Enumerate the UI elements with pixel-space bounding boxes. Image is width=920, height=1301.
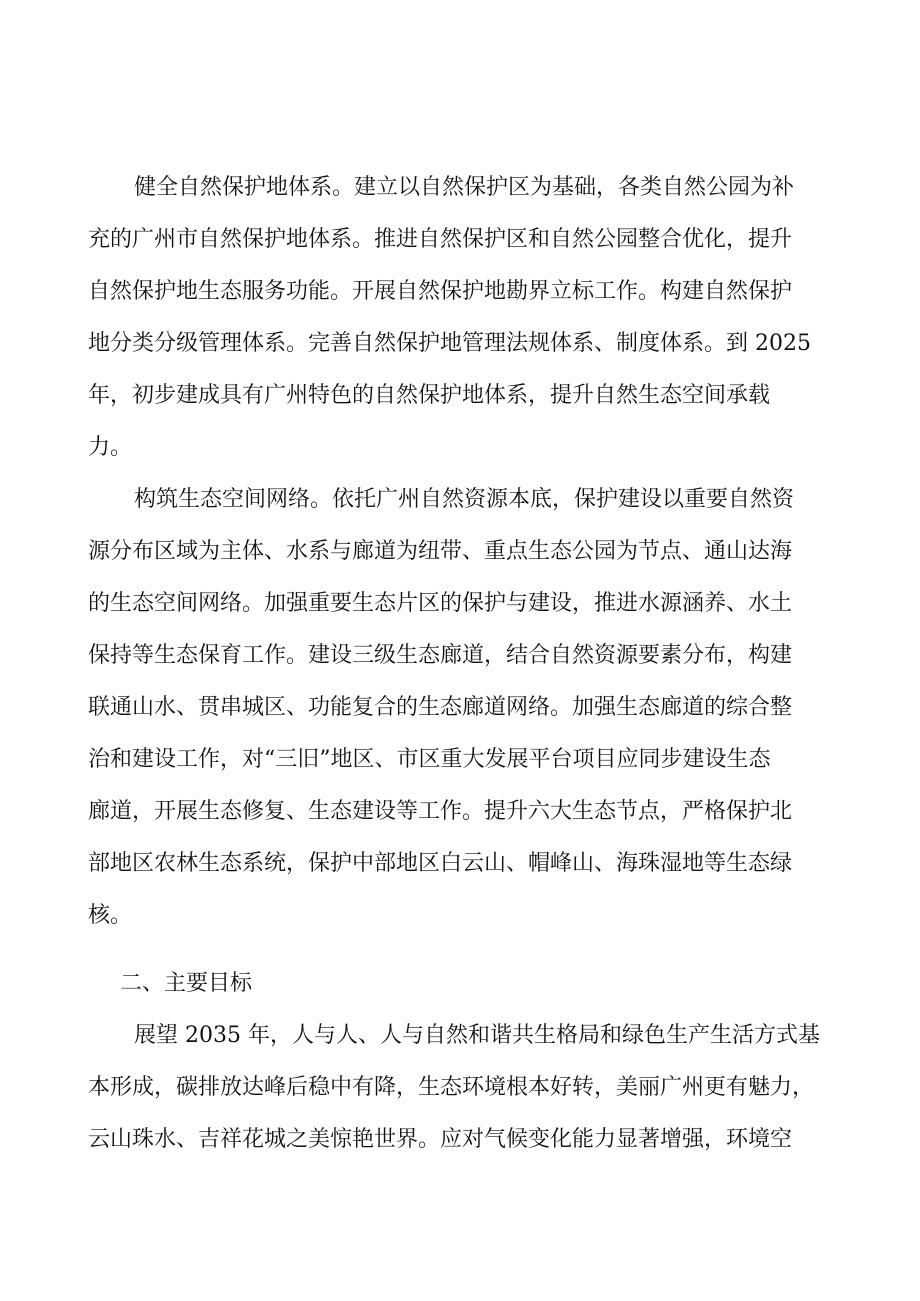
paragraph-2-line-1: 构筑生态空间网络。依托广州自然资源本底，保护建设以重要自然资 bbox=[134, 487, 795, 512]
paragraph-1-line-3: 自然保护地生态服务功能。开展自然保护地勘界立标工作。构建自然保护 bbox=[88, 279, 793, 304]
paragraph-3-line-1: 展望 2035 年，人与人、人与自然和谐共生格局和绿色生产生活方式基 bbox=[134, 1023, 820, 1048]
paragraph-1-line-5: 年，初步建成具有广州特色的自然保护地体系，提升自然生态空间承载 bbox=[88, 383, 771, 408]
paragraph-2-line-3: 的生态空间网络。加强重要生态片区的保护与建设，推进水源涵养、水土 bbox=[88, 591, 793, 616]
paragraph-1-line-4: 地分类分级管理体系。完善自然保护地管理法规体系、制度体系。到 2025 bbox=[88, 331, 811, 356]
paragraph-2-line-6: 治和建设工作，对“三旧”地区、市区重大发展平台项目应同步建设生态 bbox=[88, 747, 771, 772]
paragraph-1-line-2: 充的广州市自然保护地体系。推进自然保护区和自然公园整合优化，提升 bbox=[88, 227, 793, 252]
section-heading: 二、主要目标 bbox=[120, 971, 253, 996]
paragraph-1-line-1: 健全自然保护地体系。建立以自然保护区为基础，各类自然公园为补 bbox=[134, 175, 795, 200]
paragraph-2-line-4: 保持等生态保育工作。建设三级生态廊道，结合自然资源要素分布，构建 bbox=[88, 643, 793, 668]
paragraph-2-line-5: 联通山水、贯串城区、功能复合的生态廊道网络。加强生态廊道的综合整 bbox=[88, 695, 793, 720]
paragraph-3-line-2: 本形成，碳排放达峰后稳中有降，生态环境根本好转，美丽广州更有魅力， bbox=[88, 1075, 815, 1100]
paragraph-1-line-6: 力。 bbox=[88, 435, 133, 460]
paragraph-2-line-8: 部地区农林生态系统，保护中部地区白云山、帽峰山、海珠湿地等生态绿 bbox=[88, 851, 793, 876]
paragraph-3-line-3: 云山珠水、吉祥花城之美惊艳世界。应对气候变化能力显著增强，环境空 bbox=[88, 1127, 793, 1152]
paragraph-2-line-2: 源分布区域为主体、水系与廊道为纽带、重点生态公园为节点、通山达海 bbox=[88, 539, 793, 564]
paragraph-2-line-7: 廊道，开展生态修复、生态建设等工作。提升六大生态节点，严格保护北 bbox=[88, 799, 793, 824]
paragraph-2-line-9: 核。 bbox=[88, 903, 133, 928]
